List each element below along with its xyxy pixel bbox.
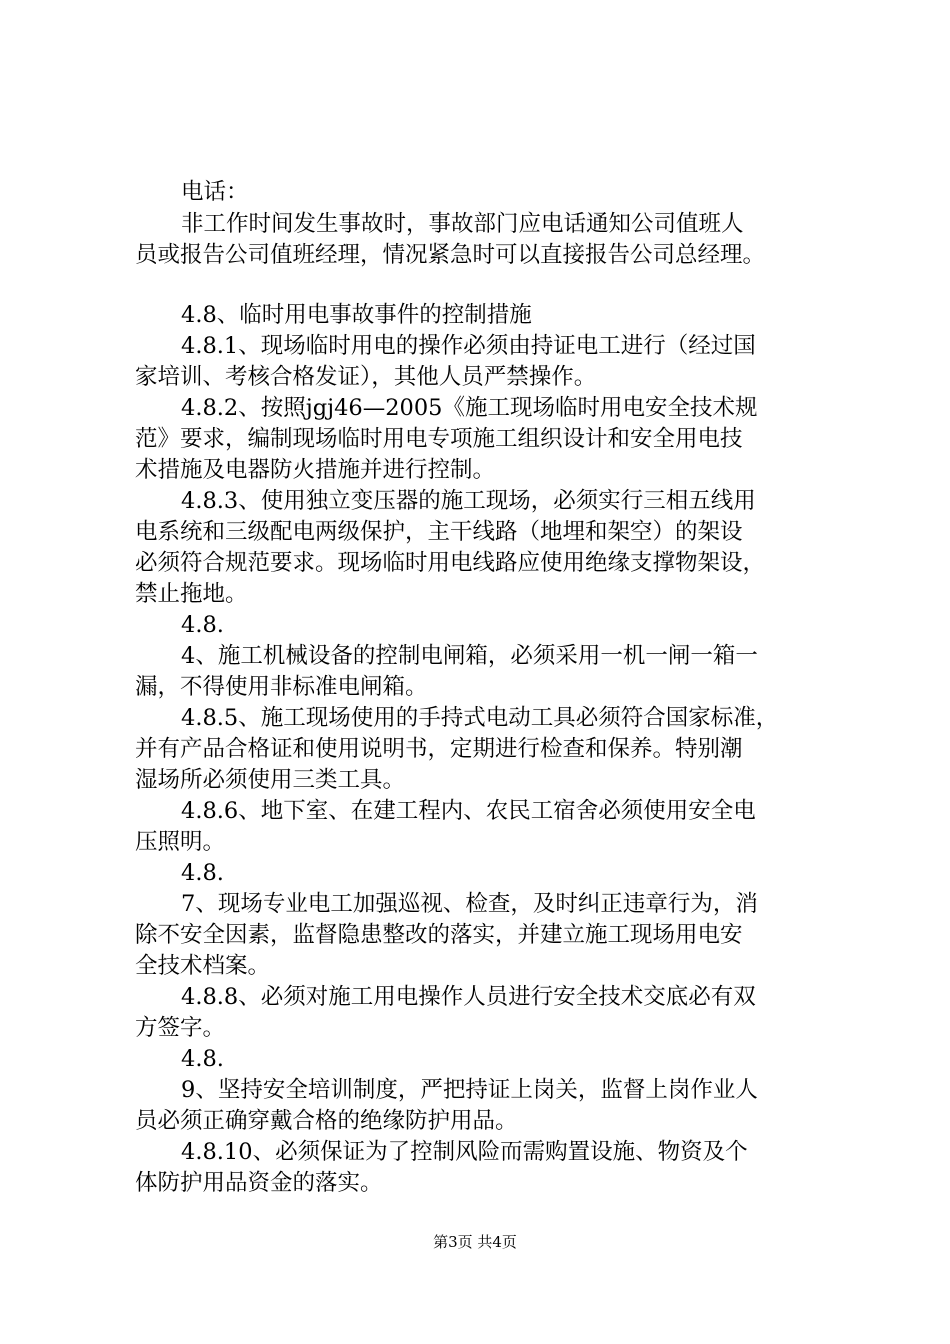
- text-line: 术措施及电器防火措施并进行控制。: [135, 457, 496, 483]
- text-line: 4.8.6、地下室、在建工程内、农民工宿舍必须使用安全电: [181, 798, 756, 824]
- text-line: 电系统和三级配电两级保护，主干线路（地埋和架空）的架设: [135, 519, 743, 545]
- text-line: 家培训、考核合格发证），其他人员严禁操作。: [135, 364, 597, 390]
- text-line: 4.8.: [181, 860, 224, 886]
- text-line: 员必须正确穿戴合格的绝缘防护用品。: [135, 1108, 518, 1134]
- text-line: 4.8.3、使用独立变压器的施工现场，必须实行三相五线用: [181, 488, 756, 514]
- text-line: 9、坚持安全培训制度，严把持证上岗关，监督上岗作业人: [181, 1077, 758, 1103]
- text-line: 4.8.5、施工现场使用的手持式电动工具必须符合国家标准，: [181, 705, 779, 731]
- text-line: 范》要求，编制现场临时用电专项施工组织设计和安全用电技: [135, 426, 743, 452]
- text-line: 员或报告公司值班经理，情况紧急时可以直接报告公司总经理。: [135, 242, 766, 268]
- text-line: 4.8.: [181, 612, 224, 638]
- text-line: 压照明。: [135, 829, 226, 855]
- section-heading: 4.8、临时用电事故事件的控制措施: [181, 302, 532, 328]
- text-line: 电话：: [181, 179, 249, 205]
- text-line: 4.8.8、必须对施工用电操作人员进行安全技术交底必有双: [181, 984, 756, 1010]
- text-line: 湿场所必须使用三类工具。: [135, 767, 406, 793]
- text-line: 4.8.1、现场临时用电的操作必须由持证电工进行（经过国: [181, 333, 756, 359]
- text-line: 并有产品合格证和使用说明书，定期进行检查和保养。特别潮: [135, 736, 743, 762]
- text-line: 方签字。: [135, 1015, 226, 1041]
- text-line: 7、现场专业电工加强巡视、检查，及时纠正违章行为，消: [181, 891, 758, 917]
- text-line: 除不安全因素，监督隐患整改的落实，并建立施工现场用电安: [135, 922, 743, 948]
- text-line: 4.8.10、必须保证为了控制风险而需购置设施、物资及个: [181, 1139, 748, 1165]
- text-line: 4.8.: [181, 1046, 224, 1072]
- text-line: 漏，不得使用非标准电闸箱。: [135, 674, 428, 700]
- text-line: 禁止拖地。: [135, 581, 248, 607]
- page-footer: 第3页 共4页: [433, 1233, 517, 1251]
- text-line: 必须符合规范要求。现场临时用电线路应使用绝缘支撑物架设，: [135, 550, 766, 576]
- text-line: 非工作时间发生事故时，事故部门应电话通知公司值班人: [181, 211, 744, 237]
- text-line: 体防护用品资金的落实。: [135, 1170, 383, 1196]
- text-line: 全技术档案。: [135, 953, 271, 979]
- text-line: 4、施工机械设备的控制电闸箱，必须采用一机一闸一箱一: [181, 643, 758, 669]
- text-line: 4.8.2、按照jgj46—2005《施工现场临时用电安全技术规: [181, 395, 758, 421]
